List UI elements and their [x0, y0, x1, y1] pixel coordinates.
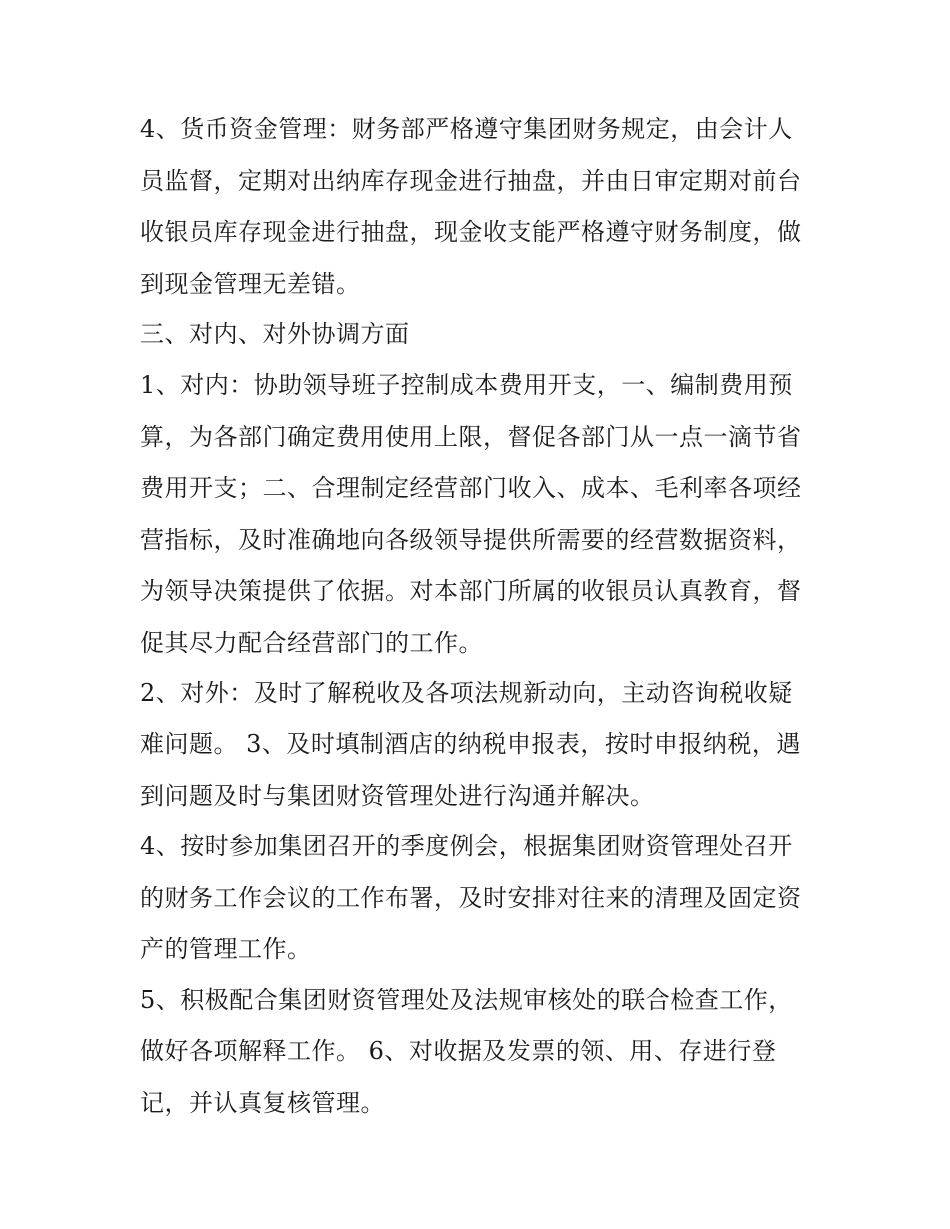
- text-line: 2、对外：及时了解税收及各项法规新动向，主动咨询税收疑: [140, 679, 793, 707]
- text-line: 为领导决策提供了依据。对本部门所属的收银员认真教育，督: [140, 577, 802, 605]
- text-line: 到问题及时与集团财资管理处进行沟通并解决。: [140, 782, 655, 810]
- text-line: 的财务工作会议的工作布署，及时安排对往来的清理及固定资: [140, 884, 802, 912]
- text-line: 产的管理工作。: [140, 935, 312, 963]
- text-line: 营指标，及时准确地向各级领导提供所需要的经营数据资料，: [140, 526, 802, 554]
- text-line: 难问题。 3、及时填制酒店的纳税申报表，按时申报纳税，遇: [140, 730, 801, 758]
- text-line: 促其尽力配合经营部门的工作。: [140, 629, 483, 657]
- text-line: 4、按时参加集团召开的季度例会，根据集团财资管理处召开: [140, 832, 793, 860]
- section-heading: 三、对内、对外协调方面: [140, 320, 410, 348]
- text-line: 收银员库存现金进行抽盘，现金收支能严格遵守财务制度，做: [140, 218, 802, 246]
- text-line: 到现金管理无差错。: [140, 270, 361, 298]
- text-line: 1、对内：协助领导班子控制成本费用开支，一、编制费用预: [140, 371, 793, 399]
- text-line: 员监督，定期对出纳库存现金进行抽盘，并由日审定期对前台: [140, 167, 802, 195]
- text-line: 记，并认真复核管理。: [140, 1089, 385, 1117]
- text-line: 算，为各部门确定费用使用上限，督促各部门从一点一滴节省: [140, 423, 802, 451]
- text-line: 费用开支；二、合理制定经营部门收入、成本、毛利率各项经: [140, 474, 802, 502]
- text-line: 5、积极配合集团财资管理处及法规审核处的联合检查工作，: [140, 986, 793, 1014]
- text-line: 4、货币资金管理：财务部严格遵守集团财务规定，由会计人: [140, 115, 793, 143]
- text-line: 做好各项解释工作。 6、对收据及发票的领、用、存进行登: [140, 1037, 777, 1065]
